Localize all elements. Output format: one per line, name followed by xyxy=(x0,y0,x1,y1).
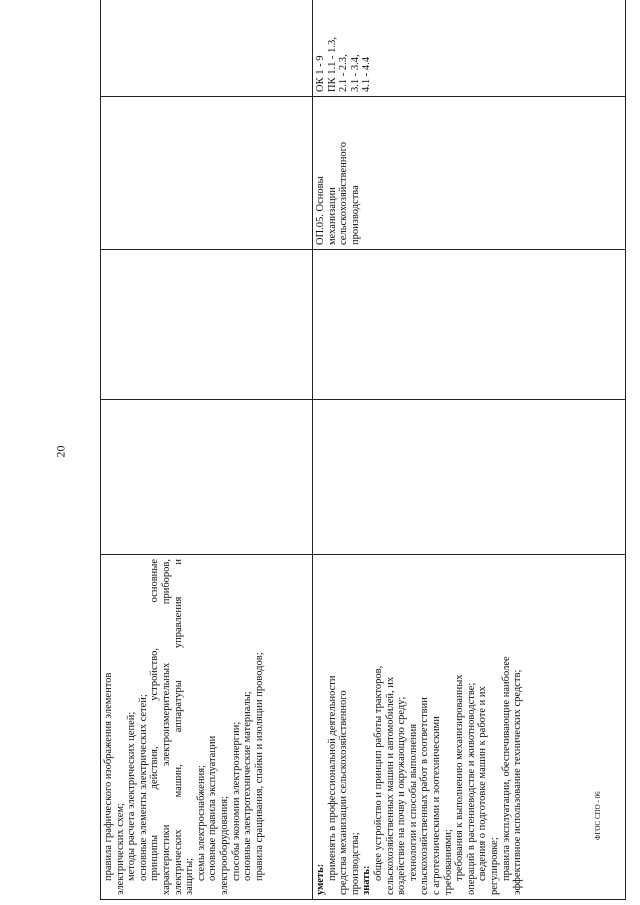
text-line: общее устройство и принцип работы тракторов, xyxy=(372,665,384,881)
text-line: знать: xyxy=(361,865,373,895)
table-row xyxy=(313,0,626,900)
text-line: с агротехническими и зоотехническими xyxy=(430,716,442,895)
competency-line: ОК 1 - 9 xyxy=(315,55,326,92)
discipline-cell xyxy=(313,97,626,250)
text-line: электрических машин, аппаратуры управления и xyxy=(172,559,184,895)
empty-cell xyxy=(101,400,313,555)
text-line: правила графического изображения элементов xyxy=(103,672,114,881)
text-line: регулировке; xyxy=(488,837,500,895)
text-line: способы экономии электроэнергии; xyxy=(230,721,242,881)
text-line: средства механизации сельскохозяйственного xyxy=(338,690,350,895)
empty-cell xyxy=(313,250,626,400)
table-row xyxy=(101,0,313,900)
competency-line: 4.1 - 4.4 xyxy=(361,57,373,92)
knowledge-cell xyxy=(313,555,626,900)
standards-table xyxy=(100,0,626,900)
text-line: воздействие на почву и окружающую среду; xyxy=(396,696,408,895)
text-line: операций в растениеводстве и животноводстве; xyxy=(465,682,477,895)
text-line: схемы электроснабжения; xyxy=(195,765,207,881)
text-line: требования к выполнению механизированных xyxy=(454,674,466,881)
discipline-line: ОП.05. Основы xyxy=(315,176,326,245)
text-line: эффективное использование технических средств; xyxy=(512,669,524,895)
text-line: защиты; xyxy=(184,857,196,895)
text-line: основные элементы электрических сетей; xyxy=(137,694,149,881)
text-line: производства; xyxy=(349,832,361,895)
text-line: характеристики электроизмерительных приборов, xyxy=(160,559,172,895)
text-line: уметь: xyxy=(315,863,326,895)
competency-line: ПК 1.1 - 1.3, xyxy=(326,37,338,92)
empty-cell xyxy=(313,400,626,555)
text-line: применять в профессиональной деятельности xyxy=(326,675,338,881)
text-line: технологии и способы выполнения xyxy=(407,723,419,881)
discipline-line: механизации xyxy=(326,187,338,245)
text-line: сельскохозяйственных машин и автомобилей, их xyxy=(384,676,396,895)
text-line: правила эксплуатации, обеспечивающие наиболее xyxy=(500,656,512,881)
empty-cell xyxy=(101,97,313,250)
competency-line: 2.1 - 2.3, xyxy=(338,54,350,92)
text-line: основные электротехнические материалы; xyxy=(242,691,254,881)
discipline-line: сельскохозяйственного xyxy=(338,142,350,245)
knowledge-cell xyxy=(101,555,313,900)
empty-cell xyxy=(101,0,313,97)
text-line: электрических схем; xyxy=(114,803,126,895)
text-line: принципы действия, устройство, основные xyxy=(149,559,161,881)
footer-label: ФГОС СПО - 06 xyxy=(594,791,602,840)
page-number: 20 xyxy=(53,445,68,458)
text-line: сведения о подготовке машин к работе и их xyxy=(477,686,489,881)
text-line: сельскохозяйственных работ в соответствии xyxy=(419,697,431,895)
text-line: правила сращивания, спайки и изоляции проводов; xyxy=(253,652,265,881)
discipline-line: производства xyxy=(349,185,361,245)
text-line: электрооборудования; xyxy=(218,796,230,895)
text-line: основные правила эксплуатации xyxy=(207,735,219,881)
rotated-page xyxy=(100,20,615,900)
text-line: требованиями; xyxy=(442,829,454,895)
empty-cell xyxy=(101,250,313,400)
competency-line: 3.1 - 3.4, xyxy=(349,54,361,92)
competencies-cell xyxy=(313,0,626,97)
text-line: методы расчета электрических цепей; xyxy=(126,711,138,881)
